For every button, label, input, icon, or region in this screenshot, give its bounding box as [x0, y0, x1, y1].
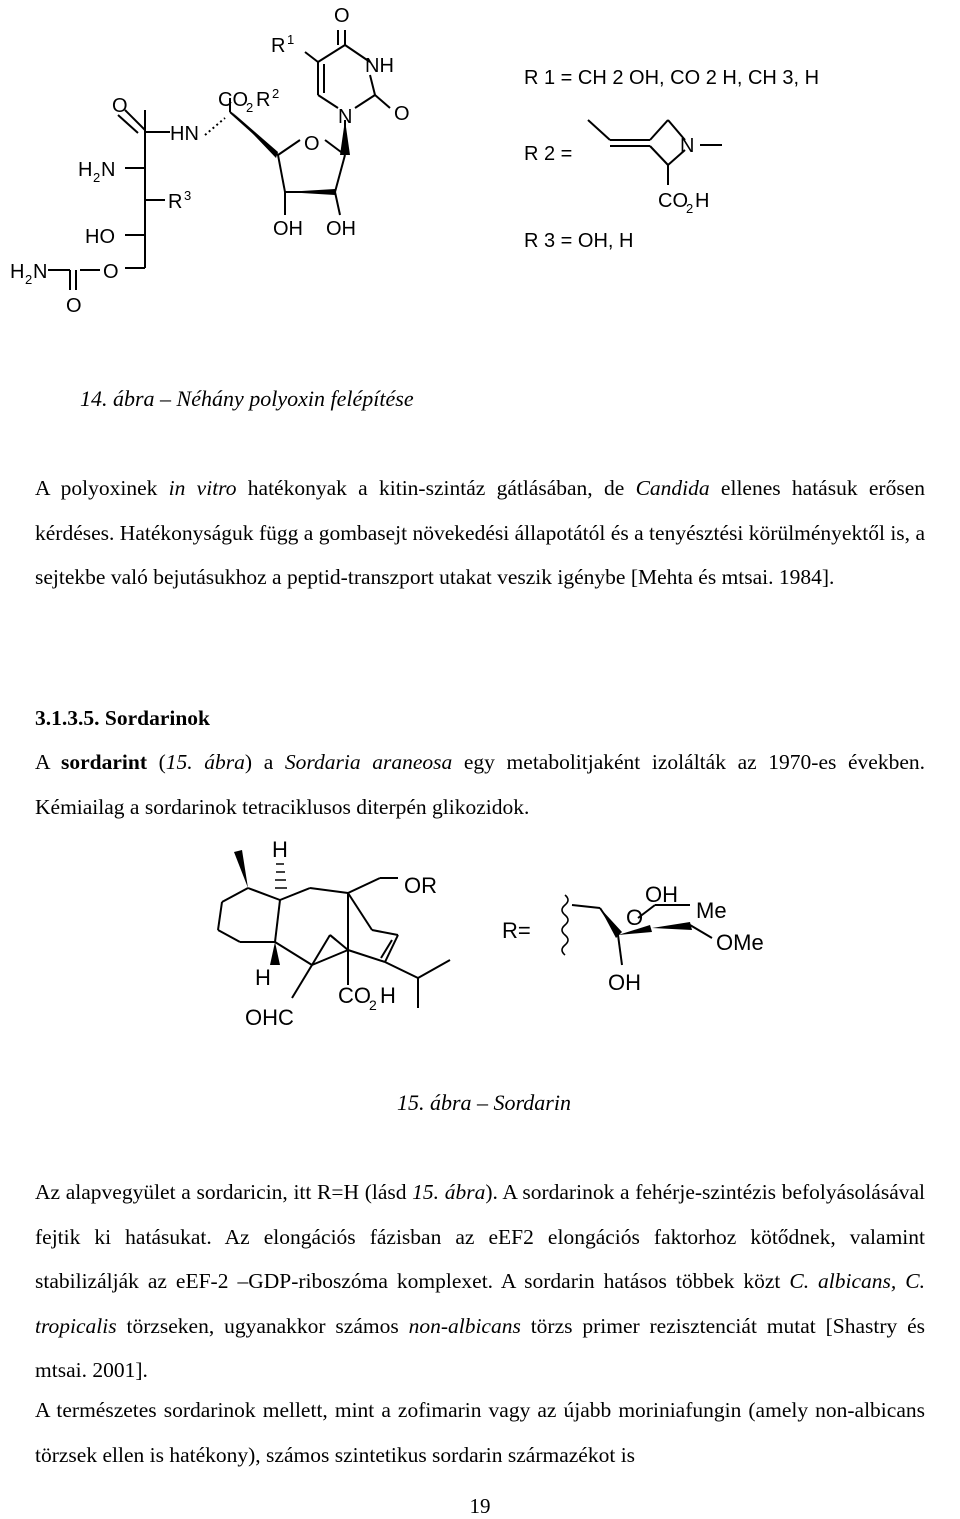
- svg-text:R: R: [271, 35, 286, 57]
- r2-definition: R 2 =: [524, 143, 573, 165]
- r1-definition: R 1 = CH 2 OH, CO 2 H, CH 3, H: [524, 67, 820, 89]
- svg-text:2: 2: [272, 86, 280, 101]
- svg-text:O: O: [304, 133, 320, 155]
- svg-text:CO: CO: [338, 983, 371, 1008]
- svg-text:OH: OH: [273, 218, 303, 240]
- polyoxin-structure-figure: [0, 0, 960, 330]
- svg-text:N: N: [101, 159, 116, 181]
- svg-text:CO: CO: [658, 190, 688, 212]
- svg-text:H: H: [380, 983, 396, 1008]
- svg-text:1: 1: [287, 32, 295, 47]
- svg-text:R=: R=: [502, 918, 531, 943]
- svg-text:H: H: [255, 965, 271, 990]
- svg-text:O: O: [394, 103, 410, 125]
- svg-text:3: 3: [184, 188, 192, 203]
- svg-text:NH: NH: [365, 55, 394, 77]
- svg-text:OH: OH: [608, 970, 641, 995]
- svg-text:N: N: [33, 261, 48, 283]
- svg-text:R: R: [168, 191, 183, 213]
- sordarin-structure-figure: [0, 830, 960, 1040]
- svg-text:O: O: [103, 261, 119, 283]
- svg-text:Me: Me: [696, 898, 727, 923]
- figure-14-caption: 14. ábra – Néhány polyoxin felépítése: [80, 386, 414, 411]
- svg-text:2: 2: [93, 170, 101, 185]
- svg-text:H: H: [10, 261, 25, 283]
- figure-15-caption: 15. ábra – Sordarin: [397, 1090, 571, 1115]
- paragraph-sordaricin: Az alapvegyület a sordaricin, itt R=H (lásd 15. ábra). A sordarinok a fehérje-szintézis befolyásolásával fejtik ki hatásukat. Az elongációs fázisban az eEF2 elongációs faktorhoz kötődnek, valamint stabilizálják az eEF-2 –GDP-riboszóma komplexet. A sordarin hatásos többek közt C. albicans, C. tropicalis törzseken, ugyanakkor számos non-albicans törzs primer rezisztenciát mutat [Shastry és mtsai. 2001].: [35, 1180, 925, 1382]
- svg-text:O: O: [334, 5, 350, 27]
- svg-text:2: 2: [25, 272, 33, 287]
- svg-text:OMe: OMe: [716, 930, 764, 955]
- svg-text:O: O: [66, 295, 82, 317]
- svg-text:H: H: [78, 159, 93, 181]
- page-number: 19: [469, 1494, 491, 1518]
- svg-text:N: N: [680, 135, 695, 157]
- paragraph-natural-sordarins: A természetes sordarinok mellett, mint a zofimarin vagy az újabb moriniafungin (amely non-albicans törzsek ellen is hatékony), számos szintetikus sordarin származékot is: [35, 1398, 925, 1467]
- svg-text:CO: CO: [218, 89, 248, 111]
- svg-text:N: N: [338, 106, 353, 128]
- svg-text:O: O: [626, 905, 644, 930]
- svg-text:R: R: [256, 89, 271, 111]
- svg-text:O: O: [112, 95, 128, 117]
- paragraph-polyoxin: A polyoxinek in vitro hatékonyak a kitin-szintáz gátlásában, de Candida ellenes hatásuk erősen kérdéses. Hatékonyságuk függ a gombasejt növekedési állapotától és a tenyésztési körülményektől is, a sejtekbe való bejutásukhoz a peptid-transzport utakat veszik igénybe [Mehta és mtsai. 1984].: [35, 476, 925, 589]
- svg-text:H: H: [695, 190, 710, 212]
- svg-text:OR: OR: [404, 873, 437, 898]
- svg-text:2: 2: [369, 997, 377, 1013]
- svg-text:OH: OH: [326, 218, 356, 240]
- svg-text:OHC: OHC: [245, 1005, 294, 1030]
- svg-text:2: 2: [686, 201, 694, 216]
- r3-definition: R 3 = OH, H: [524, 230, 634, 252]
- section-heading: 3.1.3.5. Sordarinok: [35, 706, 211, 730]
- svg-text:2: 2: [246, 100, 254, 115]
- svg-text:HN: HN: [170, 123, 199, 145]
- svg-text:H: H: [272, 837, 288, 862]
- paragraph-sordarin-intro: A sordarint (15. ábra) a Sordaria araneosa egy metabolitjaként izolálták az 1970-es években. Kémiailag a sordarinok tetraciklusos diterpén glikozidok.: [35, 750, 926, 819]
- svg-text:HO: HO: [85, 226, 115, 248]
- svg-text:OH: OH: [645, 882, 678, 907]
